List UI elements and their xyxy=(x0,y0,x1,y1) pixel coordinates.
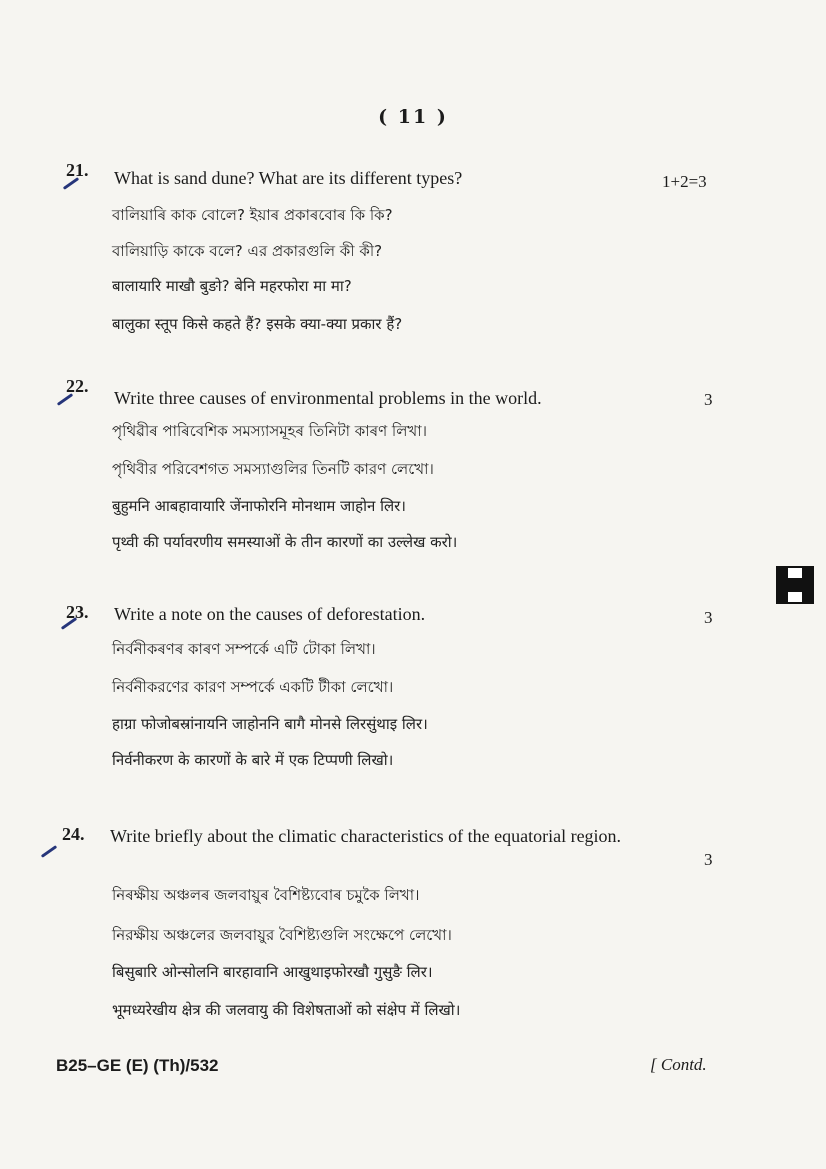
translation-assamese: নিৰক্ষীয় অঞ্চলৰ জলবায়ুৰ বৈশিষ্ট্যবোৰ চমুকৈ লিখা। xyxy=(112,886,420,904)
question-number: 23. xyxy=(66,602,89,622)
translation-hindi: भूमध्यरेखीय क्षेत्र की जलवायु की विशेषताओं को संक्षेप में लिखो। xyxy=(112,1001,461,1019)
continued-label: [ Contd. xyxy=(650,1055,707,1074)
translation-hindi: निर्वनीकरण के कारणों के बारे में एक टिप्पणी लिखो। xyxy=(112,751,394,769)
pen-tick-mark xyxy=(41,845,57,858)
question-marks: 3 xyxy=(704,608,713,627)
translation-assamese: পৃথিৱীৰ পাৰিবেশিক সমস্যাসমূহৰ তিনিটা কাৰণ লিখা। xyxy=(112,422,427,440)
qr-code-icon xyxy=(776,566,814,604)
question-text: Write a note on the causes of deforestation. xyxy=(114,604,426,624)
paper-code: B25–GE (E) (Th)/532 xyxy=(56,1056,219,1075)
translation-bodo: बालायारि माखौ बुङो? बेनि महरफोरा मा मा? xyxy=(112,277,352,295)
question-number: 21. xyxy=(66,160,89,180)
question-marks: 3 xyxy=(704,390,713,409)
translation-bodo: हाग्रा फोजोबस्रांनायनि जाहोननि बागै मोनसे लिरसुंथाइ लिर। xyxy=(112,715,428,733)
question-number: 24. xyxy=(62,824,85,844)
question-marks: 3 xyxy=(704,850,713,869)
translation-bodo: बुहुमनि आबहावायारि जेंनाफोरनि मोनथाम जाहोन लिर। xyxy=(112,497,406,515)
translation-hindi: बालुका स्तूप किसे कहते हैं? इसके क्या-क्या प्रकार हैं? xyxy=(112,315,403,333)
translation-bengali: নির্বনীকরণের কারণ সম্পর্কে একটি টীকা লেখো। xyxy=(112,678,394,696)
translation-bodo: बिसुबारि ओन्सोलनि बारहावानि आखुथाइफोरखौ गुसुङै लिर। xyxy=(112,963,433,981)
translation-bengali: পৃথিবীর পরিবেশগত সমস্যাগুলির তিনটি কারণ লেখো। xyxy=(112,460,434,478)
translation-hindi: पृथ्वी की पर्यावरणीय समस्याओं के तीन कारणों का उल्लेख करो। xyxy=(112,533,458,551)
translation-bengali: নিরক্ষীয় অঞ্চলের জলবায়ুর বৈশিষ্ট্যগুলি সংক্ষেপে লেখো। xyxy=(112,926,452,944)
translation-bengali: বালিয়াড়ি কাকে বলে? এর প্রকারগুলি কী কী? xyxy=(112,242,383,260)
translation-assamese: বালিয়াৰি কাক বোলে? ইয়াৰ প্ৰকাৰবোৰ কি কি? xyxy=(112,206,393,224)
question-marks: 1+2=3 xyxy=(662,172,707,191)
question-text: What is sand dune? What are its different types? xyxy=(114,168,463,188)
question-text: Write three causes of environmental problems in the world. xyxy=(114,388,542,408)
question-text: Write briefly about the climatic characteristics of the equatorial region. xyxy=(110,826,622,846)
question-number: 22. xyxy=(66,376,89,396)
translation-assamese: নিৰ্বনীকৰণৰ কাৰণ সম্পৰ্কে এটি টোকা লিখা। xyxy=(112,640,376,658)
page-number: ( 11 ) xyxy=(378,106,448,128)
